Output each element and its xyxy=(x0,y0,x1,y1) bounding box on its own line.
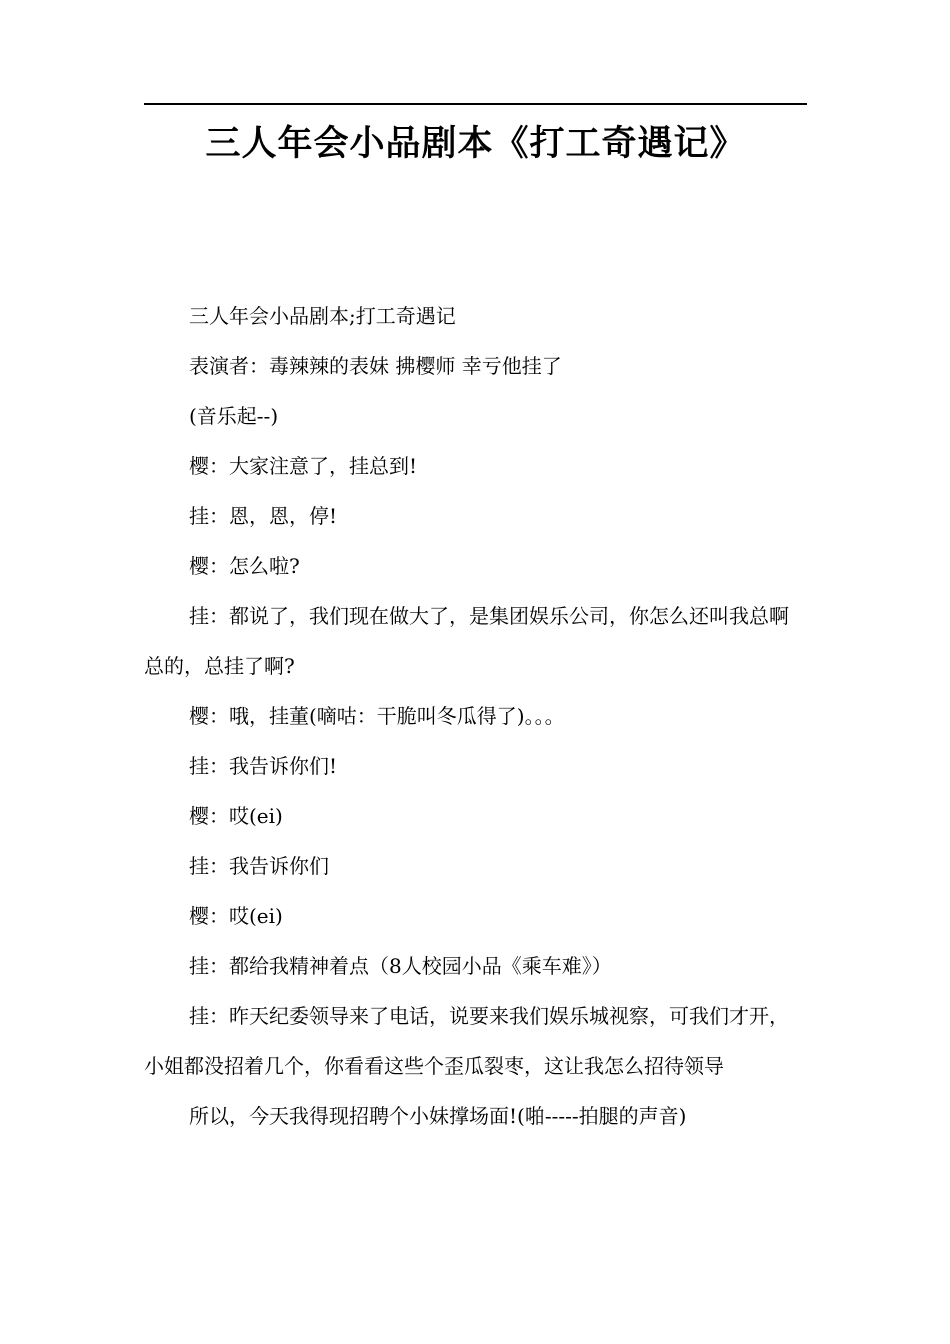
paragraph: 樱：哎(ei) xyxy=(189,904,283,928)
paragraph: 樱：哦，挂董(嘀咕：干脆叫冬瓜得了)。。。 xyxy=(189,704,565,728)
paragraph: 挂：都说了，我们现在做大了，是集团娱乐公司，你怎么还叫我总啊总的，总挂了啊? xyxy=(144,604,789,678)
paragraph: 樱：哎(ei) xyxy=(189,804,283,828)
paragraph: 挂：昨天纪委领导来了电话，说要来我们娱乐城视察，可我们才开，小姐都没招着几个，你看看这些个歪瓜裂枣，这让我怎么招待领导 xyxy=(144,1004,789,1078)
script-body xyxy=(144,291,794,1141)
paragraph: 表演者：毒辣辣的表妹 拂樱师 幸亏他挂了 xyxy=(189,354,562,378)
paragraph: 挂：都给我精神着点（8人校园小品《乘车难》） xyxy=(189,954,612,978)
paragraph: 所以，今天我得现招聘个小妹撑场面!(啪-----拍腿的声音) xyxy=(189,1104,687,1128)
document-title: 三人年会小品剧本《打工奇遇记》 xyxy=(205,124,746,164)
paragraph: 挂：我告诉你们 xyxy=(189,854,329,878)
paragraph: 挂：我告诉你们! xyxy=(189,754,338,778)
header-rule xyxy=(144,103,807,105)
paragraph: 樱：怎么啦? xyxy=(189,554,300,578)
paragraph: 挂：恩，恩，停! xyxy=(189,504,338,528)
paragraph: (音乐起--) xyxy=(189,404,279,428)
paragraph: 三人年会小品剧本;打工奇遇记 xyxy=(189,304,456,328)
paragraph: 樱：大家注意了，挂总到! xyxy=(189,454,418,478)
